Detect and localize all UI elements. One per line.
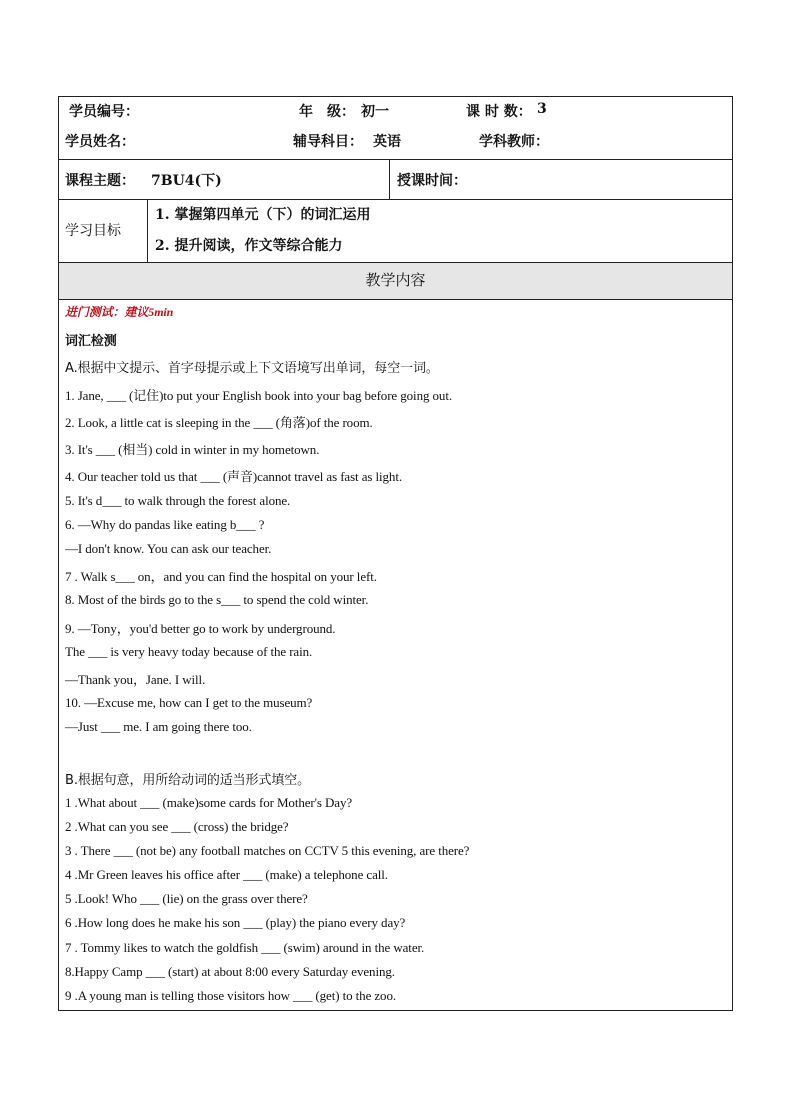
objective-item-1: 1. 掌握第四单元（下）的词汇运用 — [155, 207, 371, 223]
vocab-title: 词汇检测 — [65, 334, 117, 349]
list-item: —Thank you，Jane. I will. — [65, 672, 206, 687]
hours-value: 3 — [537, 101, 547, 117]
header-row — [59, 97, 732, 160]
list-item: 8.Happy Camp ___ (start) at about 8:00 every Saturday evening. — [65, 964, 395, 979]
topic-cell — [59, 160, 390, 199]
list-item: 10. —Excuse me, how can I get to the museum? — [65, 695, 313, 710]
subject-label: 辅导科目： — [293, 134, 363, 150]
topic-value: 7BU4(下) — [151, 173, 222, 189]
topic-label: 课程主题： — [65, 173, 135, 189]
list-item: 7 . Walk s___ on，and you can find the hospital on your left. — [65, 569, 377, 584]
grade-label: 年 级： — [299, 104, 355, 120]
list-item: 5 .Look! Who ___ (lie) on the grass over there? — [65, 891, 308, 906]
list-item: 5. It's d___ to walk through the forest alone. — [65, 493, 291, 508]
list-item: 2 .What can you see ___ (cross) the bridge? — [65, 819, 289, 834]
topic-row — [59, 160, 732, 200]
entry-test-note: 进门测试：建议5min — [65, 305, 174, 319]
list-item: 7 . Tommy likes to watch the goldfish ___ (swim) around in the water. — [65, 940, 425, 955]
objectives-label-cell — [59, 200, 148, 262]
content-title: 教学内容 — [365, 271, 426, 289]
hours-label: 课 时 数： — [466, 104, 532, 120]
list-item: 1 .What about ___ (make)some cards for Mother's Day? — [65, 795, 353, 810]
grade-value: 初一 — [361, 104, 389, 120]
objectives-label: 学习目标 — [65, 223, 121, 239]
list-item: 6 .How long does he make his son ___ (play) the piano every day? — [65, 915, 406, 930]
list-item: 3. It's ___ (相当) cold in winter in my hometown. — [65, 442, 320, 457]
student-name-label: 学员姓名： — [65, 134, 135, 150]
list-item: 4. Our teacher told us that ___ (声音)cannot travel as fast as light. — [65, 469, 402, 484]
student-id-label: 学员编号： — [69, 104, 139, 120]
list-item: 4 .Mr Green leaves his office after ___ (make) a telephone call. — [65, 867, 388, 882]
list-item: —Just ___ me. I am going there too. — [65, 719, 252, 734]
section-a-instruction: A.根据中文提示、首字母提示或上下文语境写出单词，每空一词。 — [65, 361, 439, 376]
section-b-instruction: B.根据句意，用所给动词的适当形式填空。 — [65, 773, 311, 788]
list-item: 3 . There ___ (not be) any football matches on CCTV 5 this evening, are there? — [65, 843, 470, 858]
list-item: The ___ is very heavy today because of the rain. — [65, 644, 313, 659]
list-item: 6. —Why do pandas like eating b___ ? — [65, 517, 265, 532]
list-item: 2. Look, a little cat is sleeping in the ___ (角落)of the room. — [65, 415, 373, 430]
list-item: 1. Jane, ___ (记住)to put your English book into your bag before going out. — [65, 388, 452, 403]
exercise-body — [59, 300, 732, 1010]
time-label: 授课时间： — [397, 173, 467, 189]
list-item: 8. Most of the birds go to the s___ to spend the cold winter. — [65, 592, 369, 607]
teacher-label: 学科教师： — [479, 134, 549, 150]
lesson-sheet — [58, 96, 733, 1011]
list-item: 9. —Tony，you'd better go to work by underground. — [65, 621, 336, 636]
time-cell — [390, 160, 732, 199]
subject-value: 英语 — [373, 134, 401, 150]
list-item: —I don't know. You can ask our teacher. — [65, 541, 272, 556]
objectives-row — [59, 200, 732, 263]
objectives-items-cell — [148, 200, 732, 262]
objective-item-2: 2. 提升阅读，作文等综合能力 — [155, 238, 343, 254]
list-item: 9 .A young man is telling those visitors how ___ (get) to the zoo. — [65, 988, 397, 1003]
content-title-row — [59, 263, 732, 300]
